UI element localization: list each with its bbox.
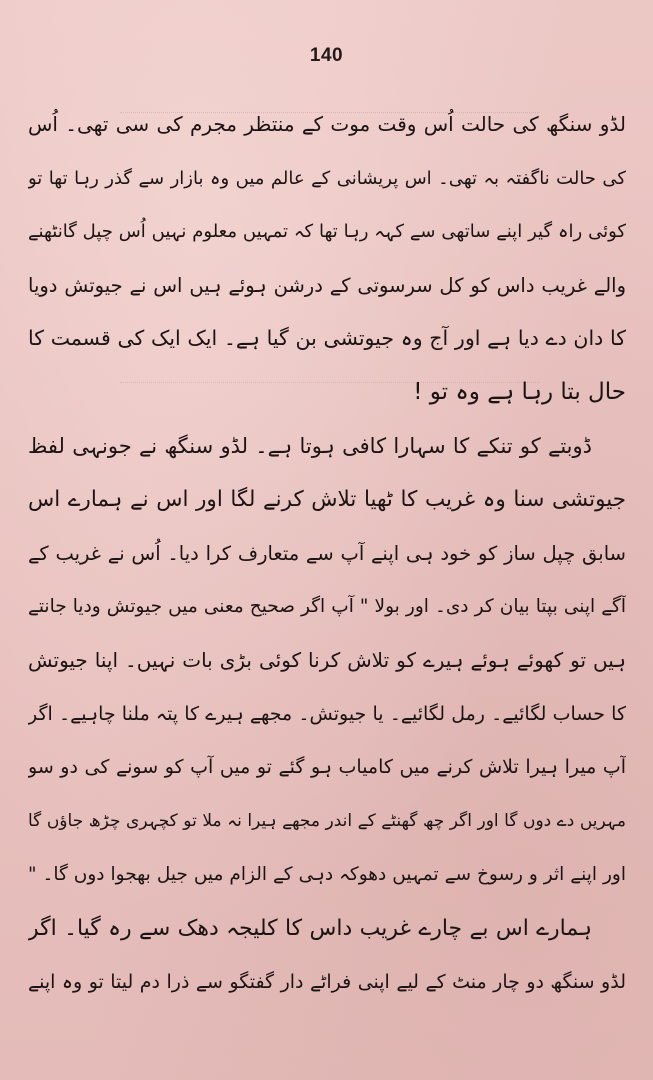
text-line: مہریں دے دوں گا اور اگر چھ گھنٹے کے اندر مجھے ہیرا نہ ملا تو کچہری چڑھ جاؤں گا [28,810,626,831]
text-line: سابق چپل ساز کو خود ہی اپنے آپ سے متعارف کرا دیا۔ اُس نے غریب کے [28,541,626,565]
text-line: ہمارے اس بے چارے غریب داس کا کلیجہ دھک سے رہ گیا۔ اگر [28,915,592,941]
text-line: والے غریب داس کو کل سرسوتی کے درشن ہوئے ہیں اس نے جیوتش دویا [28,273,626,297]
text-line: لڈو سنگھ دو چار منٹ کے لیے اپنی فراٹے دار گفتگو سے ذرا دم لیتا تو وہ اپنے [28,970,626,993]
text-line: ڈوبتے کو تنکے کا سہارا کافی ہوتا ہے۔ لڈو سنگھ نے جونہی لفظ [28,433,592,458]
text-line: جیوتشی سنا وہ غریب کا ٹھیا تلاش کرنے لگا اور اس نے ہمارے اس [28,487,626,513]
text-line: لڈو سنگھ کی حالت اُس وقت موت کے منتظر مجرم کی سی تھی۔ اُس [28,112,626,136]
text-line: حال بتا رہا ہے وہ تو ! [413,378,626,405]
text-line: آپ میرا ہیرا تلاش کرنے میں کامیاب ہو گئے تو میں آپ کو سونے کی دو سو [28,756,626,779]
text-line: ہیں تو کھوئے ہوئے ہیرے کو تلاش کرنا کوئی بڑی بات نہیں۔ اپنا جیوتش [28,647,626,672]
text-line: اور اپنے اثر و رسوخ سے تمہیں دھوکہ دہی کے الزام میں جیل بھجوا دوں گا۔ " [28,864,626,886]
text-line: کوئی راہ گیر اپنے ساتھی سے کہہ رہا تھا کہ تمہیں معلوم نہیں اُس چپل گانٹھنے [28,221,626,243]
page-number: 140 [309,45,344,66]
text-line: آگے اپنی بپتا بیان کر دی۔ اور بولا " آپ اگر صحیح معنی میں جیوتش ودیا جانتے [28,596,626,618]
body-text [28,98,626,1009]
text-line: کا دان دے دیا ہے اور آج وہ جیوتشی بن گیا ہے۔ ایک ایک کی قسمت کا [28,326,626,351]
text-line: کا حساب لگائیے۔ رمل لگائیے۔ یا جیوتش۔ مجھے ہیرے کا پتہ ملنا چاہیے۔ اگر [28,702,626,725]
text-line: کی حالت ناگفتہ بہ تھی۔ اس پریشانی کے عالم میں وہ بازار سے گذر رہا تھا تو [28,167,626,189]
